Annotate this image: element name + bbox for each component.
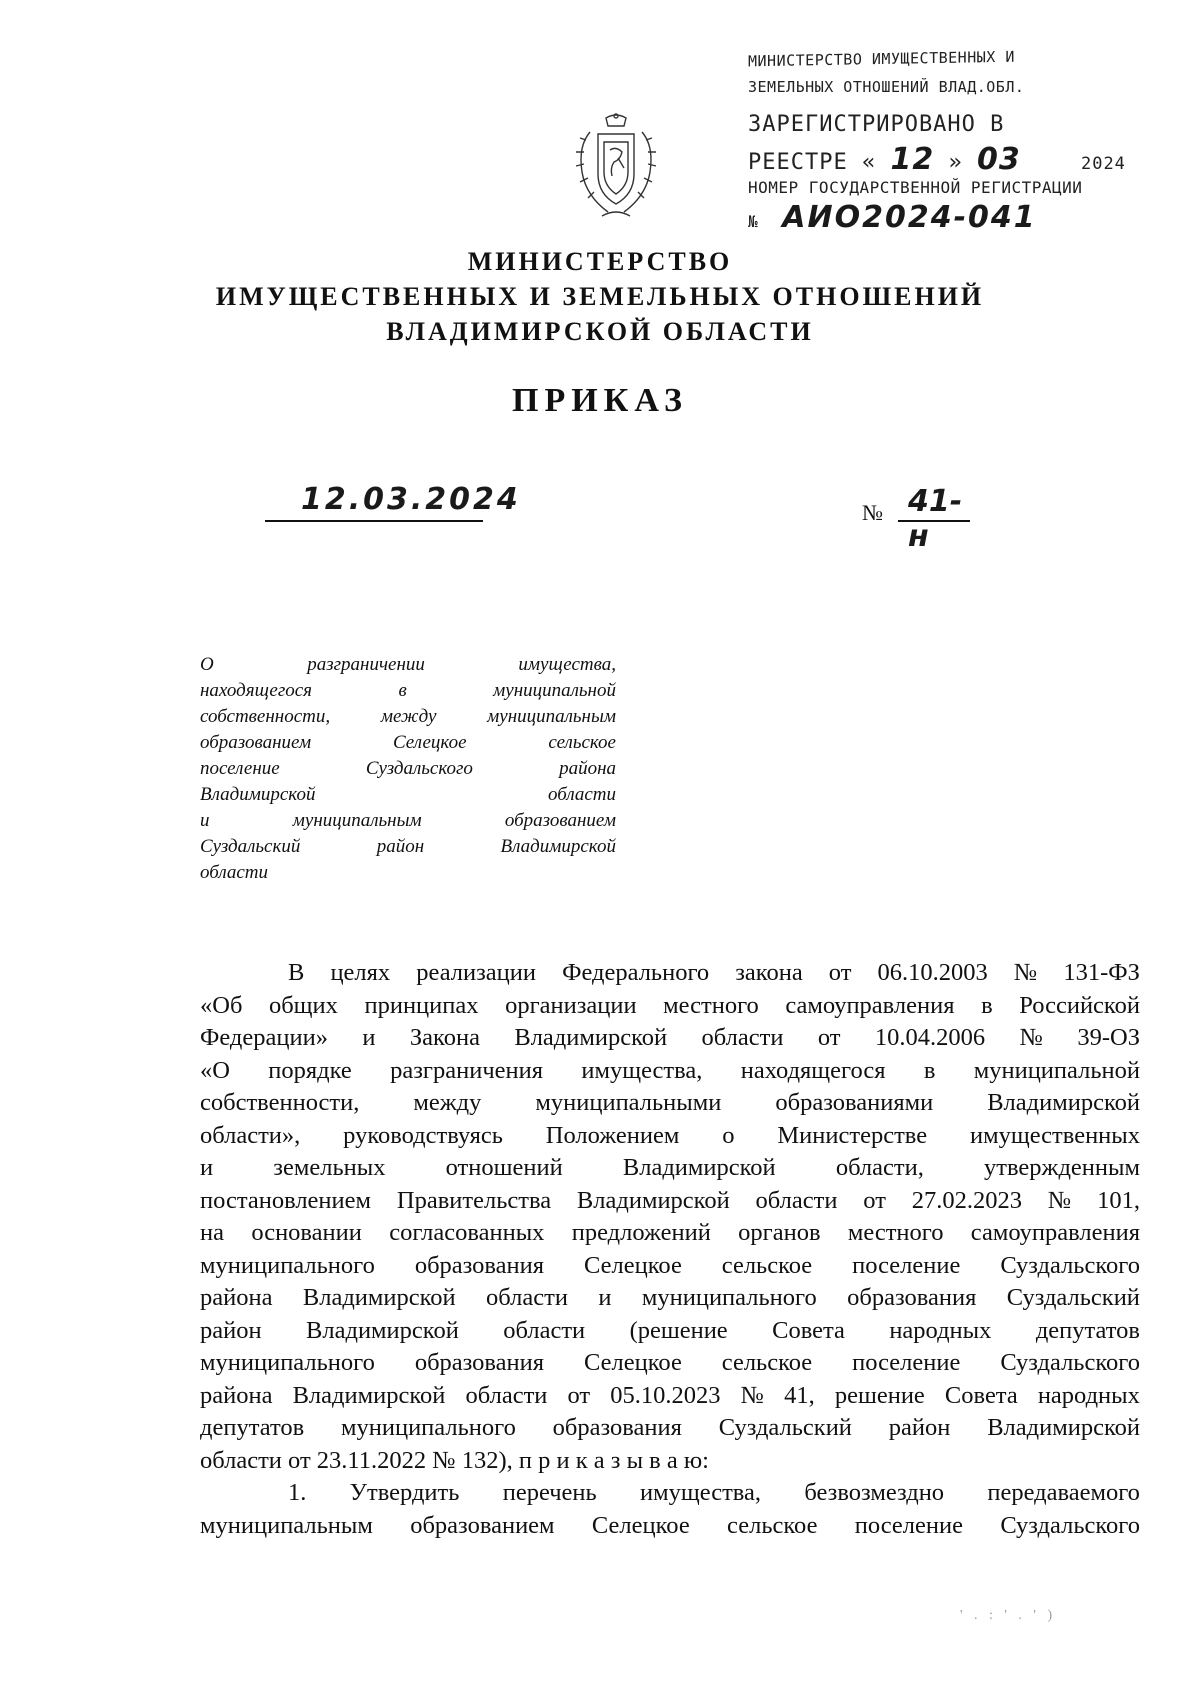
body-word: самоуправления [785,991,955,1019]
body-word: области, [835,1154,924,1181]
body-word: от [567,1381,591,1409]
body-word: 05.10.2023 [610,1381,721,1409]
stamp-line-registered: ЗАРЕГИСТРИРОВАНО В [748,112,1005,137]
body-word: руководствуясь [343,1121,503,1149]
subject-word: Владимирской [500,836,616,857]
body-line [200,1315,1140,1348]
body-word: имущественных [969,1121,1140,1149]
body-word: утвержденным [984,1154,1140,1181]
body-word: области [486,1284,568,1311]
body-word: народных [889,1316,992,1344]
body-word: области [755,1186,838,1214]
body-word: района [200,1381,273,1409]
body-word: 27.02.2023 [911,1186,1023,1214]
body-word: образования [552,1414,682,1441]
subject-word: Селецкое [392,732,467,753]
body-word: 06.10.2003 [877,959,988,986]
body-word: Федерального [562,959,710,986]
body-word: муниципального [200,1251,375,1279]
body-word: о [722,1121,735,1149]
body-word: 39-ОЗ [1077,1024,1140,1051]
subject-word: образованием [200,732,312,753]
subject-word: области [547,784,616,805]
body-word: муниципальными [535,1089,722,1116]
body-line [200,1022,1140,1055]
body-word: Селецкое [584,1349,682,1376]
body-word: в [981,991,993,1019]
subject-line [200,808,616,834]
body-word: предложений [571,1219,711,1246]
subject-word: находящегося [200,680,313,701]
ministry-header [0,244,1200,349]
body-word: района [200,1284,273,1311]
order-date: 12.03.2024 [301,482,521,517]
header-line-2: ИМУЩЕСТВЕННЫХ И ЗЕМЕЛЬНЫХ ОТНОШЕНИЙ [215,282,985,311]
body-word: Суздальского [1000,1349,1140,1376]
subject-word: муниципальной [493,680,616,701]
subject-word: Суздальский [200,836,301,857]
body-word: местного [663,991,759,1019]
body-word: 101, [1097,1186,1140,1214]
body-word: «Об [200,991,243,1019]
body-word: муниципального [200,1349,375,1376]
subject-line [200,756,616,782]
body-word: Владимирской [987,1414,1140,1441]
body-word: самоуправления [970,1219,1140,1246]
stamp-handwritten-reg-number: АИО2024-041 [782,200,1037,235]
subject-line [200,834,616,860]
subject-line [200,730,616,756]
stamp-line-reg-number [748,200,1037,235]
body-word: Селецкое [584,1251,682,1279]
subject-word: между [380,706,437,727]
body-line [200,1055,1140,1088]
body-word: Владимирской [514,1024,668,1051]
body-word: земельных [273,1154,386,1181]
body-word: поселение [852,1349,961,1376]
body-line [200,1477,1140,1510]
body-word: образования [414,1251,545,1279]
body-word: образования [414,1349,545,1376]
body-line [200,957,1140,990]
body-word: сельское [721,1251,813,1279]
body-word: от [817,1024,841,1051]
body-word: Владимирской [987,1089,1140,1116]
body-word: Совета [944,1381,1018,1409]
body-word: № [1019,1024,1043,1051]
body-word: области [701,1024,784,1051]
subject-line [200,782,616,808]
subject-line [200,860,616,886]
body-word: от [863,1186,886,1214]
body-line [200,1445,1140,1478]
stamp-handwritten-month: 03 [976,142,1021,177]
body-word: № [740,1381,764,1409]
stamp-handwritten-day: 12 [890,142,935,177]
body-word: 10.04.2006 [874,1024,986,1051]
header-line-3: ВЛАДИМИРСКОЙ ОБЛАСТИ [386,317,814,346]
subject-word: Суздальского [365,758,473,779]
body-line [200,1347,1140,1380]
body-word: муниципальным [200,1511,373,1539]
body-word: образованиями [775,1089,934,1116]
body-word: В [288,959,305,986]
order-date-field [265,482,521,522]
body-word: Суздальского [1000,1511,1140,1539]
subject-word: Владимирской [200,784,316,805]
stamp-line-region: ЗЕМЕЛЬНЫХ ОТНОШЕНИЙ ВЛАД.ОБЛ. [748,78,1025,96]
body-word: муниципального [340,1414,516,1441]
body-word: закона [735,959,803,986]
stamp-line-state-reg: НОМЕР ГОСУДАРСТВЕННОЙ РЕГИСТРАЦИИ [748,178,1083,197]
stamp-line-ministry: МИНИСТЕРСТВО ИМУЩЕСТВЕННЫХ И [748,47,1015,71]
body-word: образования [847,1284,977,1311]
subject-word: и [200,810,210,831]
body-line [200,1510,1140,1543]
body-word: Владимирской [292,1381,446,1409]
body-word: народных [1037,1381,1140,1409]
body-line [200,1282,1140,1315]
body-word: основании [251,1219,362,1246]
body-word: органов [738,1219,821,1246]
body-word: 1. [288,1479,307,1506]
body-word: Утвердить [349,1479,460,1506]
body-word: организации [505,991,637,1019]
subject-line [200,678,616,704]
body-word: согласованных [389,1219,545,1246]
body-word: области», [200,1121,301,1149]
body-word: (решение [629,1316,728,1344]
stamp-registry-prefix: РЕЕСТРЕ « [748,150,877,175]
body-word: Положением [545,1121,680,1149]
body-word: разграничения [390,1056,544,1084]
subject-word: муниципальным [292,810,422,831]
order-number-label: № [862,500,883,525]
body-word: имущества, [581,1056,703,1084]
body-word: Владимирской [576,1186,730,1214]
body-word: Суздальский [718,1414,852,1441]
subject-line [200,704,616,730]
document-title: ПРИКАЗ [512,382,688,419]
body-word: район [200,1316,262,1344]
subject-word: имущества, [518,654,616,675]
body-word: постановлением [200,1186,372,1214]
header-line-1: МИНИСТЕРСТВО [467,247,733,276]
body-word: депутатов [1035,1316,1140,1344]
body-word: муниципального [641,1284,817,1311]
body-line [200,990,1140,1023]
body-word: сельское [727,1511,818,1539]
body-word: собственности, [200,1089,360,1116]
body-word: реализации [416,959,537,986]
subject-word: области [200,862,269,883]
body-word: Закона [409,1024,480,1051]
subject-word: сельское [548,732,616,753]
body-word: и [200,1154,214,1181]
body-word: № [1047,1186,1072,1214]
body-word: области [465,1381,548,1409]
body-word: Российской [1019,991,1140,1019]
body-word: безвозмездно [804,1479,945,1506]
body-line [200,1120,1140,1153]
body-word: поселение [854,1511,963,1539]
subject-word: разграничении [307,654,425,675]
body-line [200,1250,1140,1283]
stamp-line-registry-date [748,142,1126,177]
body-word: Правительства [396,1186,552,1214]
body-word: находящегося [740,1056,886,1084]
body-word: и [598,1284,612,1311]
body-word: в [923,1056,936,1084]
body-word: Суздальский [1006,1284,1140,1311]
body-word: Владимирской [306,1316,459,1344]
order-number: 41-н [908,484,963,554]
subject-word: муниципальным [487,706,616,727]
body-word: сельское [721,1349,813,1376]
body-word: образованием [410,1511,555,1539]
subject-word: поселение [200,758,280,779]
body-word: порядке [268,1056,352,1084]
body-line [200,1152,1140,1185]
body-line [200,1087,1140,1120]
body-word: 41, [784,1381,815,1409]
body-word: принципах [364,991,479,1019]
stamp-number-sign: № [748,212,759,231]
page-corner-mark: ' . : ' . ' ) [960,1608,1057,1623]
body-word: «О [200,1056,230,1084]
order-number-field [898,484,970,554]
body-word: области от 23.11.2022 № 132), п р и к а з ы в а ю: [200,1446,709,1474]
body-word: отношений [445,1154,563,1181]
body-word: местного [847,1219,944,1246]
body-word: решение [834,1381,925,1409]
body-word: район [888,1414,951,1441]
stamp-registry-sep: » [948,150,963,175]
subject-word: в [398,680,407,701]
body-line [200,1217,1140,1250]
subject-word: район [376,836,425,857]
subject-word: собственности, [200,706,331,727]
body-word: перечень [502,1479,597,1506]
body-word: на [200,1219,224,1246]
body-word: депутатов [200,1414,305,1441]
subject-line [200,652,616,678]
body-word: Селецкое [591,1511,690,1539]
body-word: имущества, [640,1479,762,1506]
order-subject [200,652,616,886]
body-word: муниципальной [973,1056,1140,1084]
body-word: общих [268,991,338,1019]
body-word: Совета [772,1316,845,1344]
subject-word: образованием [504,810,616,831]
stamp-year: 2024 [1080,154,1126,174]
body-line [200,1380,1140,1413]
body-word: Министерстве [777,1121,928,1149]
body-word: и [362,1024,376,1051]
coat-of-arms-icon [568,112,664,220]
body-word: Владимирской [622,1154,776,1181]
body-line [200,1185,1140,1218]
body-word: Суздальского [1000,1251,1140,1279]
body-word: целях [330,959,391,986]
body-word: между [413,1089,482,1116]
body-line [200,1412,1140,1445]
body-word: Федерации» [200,1024,328,1051]
body-word: поселение [852,1251,961,1279]
subject-word: О [200,654,214,675]
body-word: Владимирской [302,1284,456,1311]
body-word: передаваемого [987,1479,1140,1506]
subject-word: района [559,758,616,779]
order-body [200,957,1140,1542]
body-word: № [1013,959,1038,986]
body-word: области [503,1316,586,1344]
body-word: от [828,959,852,986]
body-word: 131-ФЗ [1063,959,1140,986]
